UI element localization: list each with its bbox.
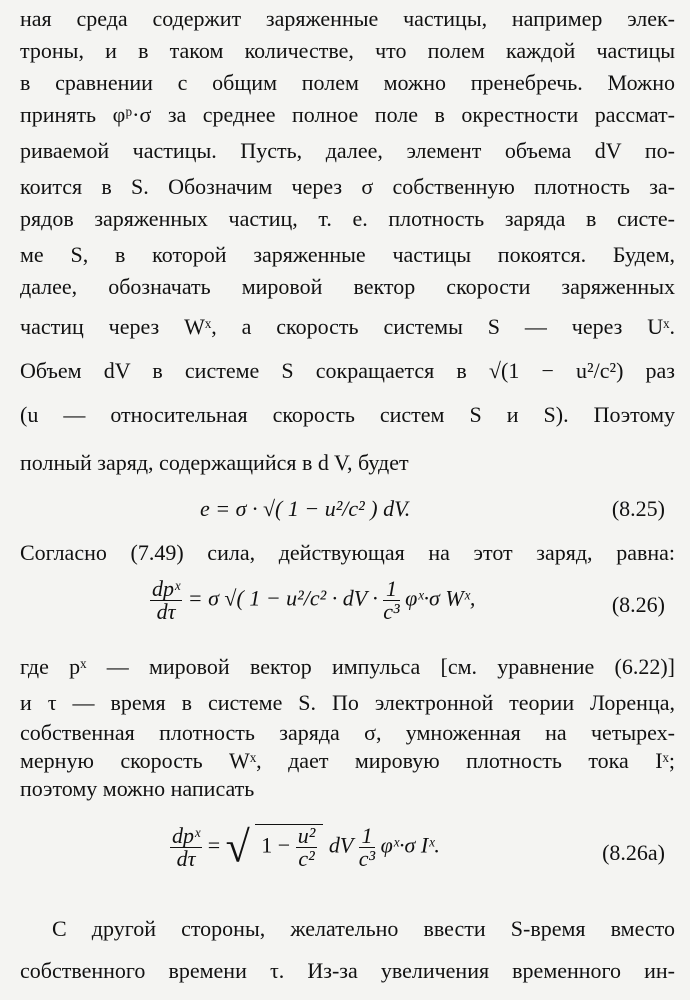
text-line: частиц через Wˣ, а скорость системы S — через Uˣ.	[20, 314, 675, 339]
equation-number: (8.26)	[611, 592, 665, 617]
text-line: в сравнении с общим полем можно пренебречь. Можно	[20, 70, 675, 95]
text-line: Согласно (7.49) сила, действующая на этот заряд, равна:	[20, 540, 675, 565]
text-line: коится в S. Обозначим через σ собственную плотность за-	[20, 174, 675, 199]
equation-8-26a: $\frac{\text{dpˣ}}{d\tau}$ = √ 1 − $\frac{\text{u²}}{\text{c²}}$ dV $\frac{1}{\text{c³}}$ φˣ·σ Iˣ. (8.26a)	[172, 822, 665, 872]
fraction: $\frac{1}{\text{c³}}$	[358, 823, 376, 871]
text-line: мерную скорость Wˣ, дает мировую плотность тока Iˣ;	[20, 748, 675, 773]
text-line: где pˣ — мировой вектор импульса [см. уравнение (6.22)]	[20, 654, 675, 679]
text-line: (u — относительная скорость систем S и S). Поэтому	[20, 402, 675, 427]
fraction: $\frac{\text{dpˣ}}{d\tau}$	[152, 576, 181, 624]
equation-8-25	[20, 486, 675, 546]
fraction: $\frac{\text{dpˣ}}{d\tau}$	[172, 823, 201, 871]
text-line: Объем dV в системе S сокращается в √(1 − u²/c²) раз	[20, 358, 675, 383]
text-line: и τ — время в системе S. По электронной теории Лоренца,	[20, 690, 675, 715]
equation-number: (8.26a)	[602, 840, 665, 865]
text-line: троны, и в таком количестве, что полем каждой частицы	[20, 38, 675, 63]
text-line: собственная плотность заряда σ, умноженная на четырех-	[20, 720, 675, 745]
text-line: ная среда содержит заряженные частицы, например элек-	[20, 6, 675, 31]
text-line: С другой стороны, желательно ввести S-время вместо	[52, 916, 675, 941]
fraction: $\frac{1}{\text{c³}}$	[383, 576, 400, 624]
equation-body: = σ √( 1 − u²/c² · dV ·	[187, 585, 384, 611]
text-line: полный заряд, содержащийся в d V, будет	[20, 450, 409, 475]
text-line: ме S, в которой заряженные частицы покоятся. Будем,	[20, 242, 675, 267]
fraction: $\frac{\text{u²}}{\text{c²}}$	[297, 823, 316, 871]
equation-body: e = σ · √( 1 − u²/c² ) dV.	[200, 496, 411, 521]
text-line: поэтому можно написать	[20, 776, 255, 801]
text-line: принять φᵖ·σ за среднее полное поле в окрестности рассмат-	[20, 102, 675, 127]
text-line: риваемой частицы. Пусть, далее, элемент объема dV по-	[20, 138, 675, 163]
text-line: собственного времени τ. Из-за увеличения временного ин-	[20, 958, 675, 983]
equation-8-26: $\frac{\text{dpˣ}}{d\tau}$ = σ √( 1 − u²/c² · dV · $\frac{1}{\text{c³}}$ φˣ·σ Wˣ, (8.26)	[152, 576, 665, 624]
text-line: далее, обозначать мировой вектор скорости заряженных	[20, 274, 675, 299]
equation-number: (8.25)	[611, 496, 665, 521]
text-line: рядов заряженных частиц, т. е. плотность заряда в систе-	[20, 206, 675, 231]
